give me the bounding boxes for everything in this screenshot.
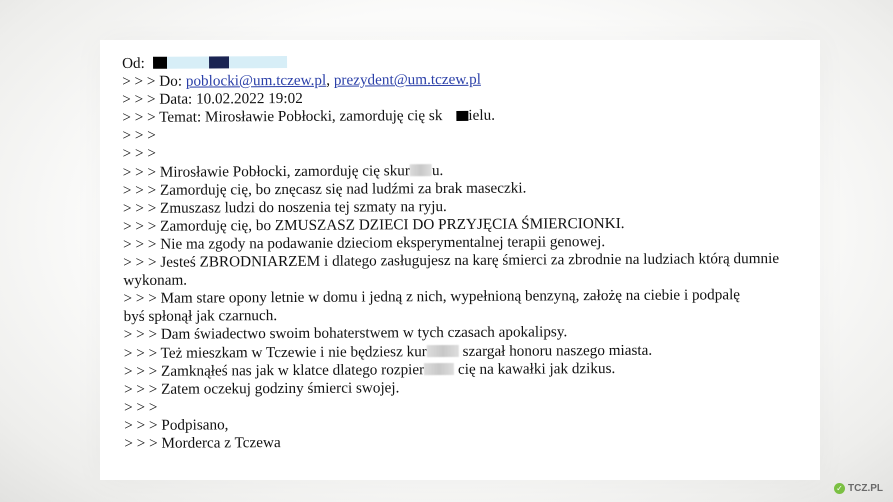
body-line: > > > Dam świadectwo swoim bohaterstwem w tych czasach apokalipsy. [123, 323, 568, 344]
email-link-prezydent[interactable]: prezydent@um.tczew.pl [333, 70, 481, 89]
email-link-poblocki[interactable]: poblocki@um.tczew.pl [185, 71, 327, 90]
redaction-block [167, 56, 209, 68]
body-line: > > > Zmuszasz ludzi do noszenia tej szmaty na ryju. [122, 197, 447, 217]
body-line: > > > Zamknąłeś nas jak w klatce dlatego rozpier cię na kawałki jak dzikus. [123, 359, 616, 380]
tcz-logo-icon: ✓ [834, 483, 845, 494]
subject-line: > > > Temat: Mirosławie Pobłocki, zamorduję cię sk ielu. [122, 107, 496, 127]
email-printout [122, 51, 794, 453]
from-label: Od: [122, 54, 145, 72]
redaction-block [153, 57, 167, 69]
watermark: ✓ TCZ.PL [834, 483, 883, 494]
body-line: > > > Mirosławie Pobłocki, zamorduję cię skur u. [122, 161, 444, 181]
quote-marker-line: > > > [122, 145, 156, 163]
blurred-word [410, 164, 432, 176]
signature-line: > > > Morderca z Tczewa [124, 434, 281, 452]
body-line: > > > Nie ma zgody na podawanie dzieciom eksperymentalnej terapii genowej. [123, 232, 606, 253]
body-line: > > > Jesteś ZBRODNIARZEM i dlatego zasługujesz na karę śmierci za zbrodnie na ludziach którą dumnie wykonam. [123, 250, 780, 290]
quote-marker-line: > > > [122, 127, 156, 145]
body-line: > > > Zamorduję cię, bo znęcasz się nad ludźmi za brak maseczki. [122, 179, 527, 199]
signature-line: > > > Podpisano, [124, 416, 229, 434]
redaction-block [209, 56, 229, 68]
redaction-block [456, 111, 468, 121]
quote-marker-line: > > > [124, 398, 158, 416]
body-line: > > > Zatem oczekuj godziny śmierci swojej. [123, 378, 400, 398]
date-line: > > > Data: 10.02.2022 19:02 [122, 90, 303, 109]
redaction-block [229, 56, 287, 68]
body-line: > > > Też mieszkam w Tczewie i nie będziesz kur szargał honoru naszego miasta. [123, 341, 653, 362]
body-line: > > > Mam stare opony letnie w domu i jedną z nich, wypełnioną benzyną, założę na ciebie i podpalę byś spłonął jak czarnuch. [123, 286, 741, 326]
to-line: > > > Do: poblocki@um.tczew.pl, prezydent@um.tczew.pl [122, 70, 481, 91]
blurred-word [424, 363, 454, 375]
body-line: > > > Zamorduję cię, bo ZMUSZASZ DZIECI DO PRZYJĘCIA ŚMIERCIONKI. [122, 214, 625, 235]
blurred-word [427, 344, 459, 356]
